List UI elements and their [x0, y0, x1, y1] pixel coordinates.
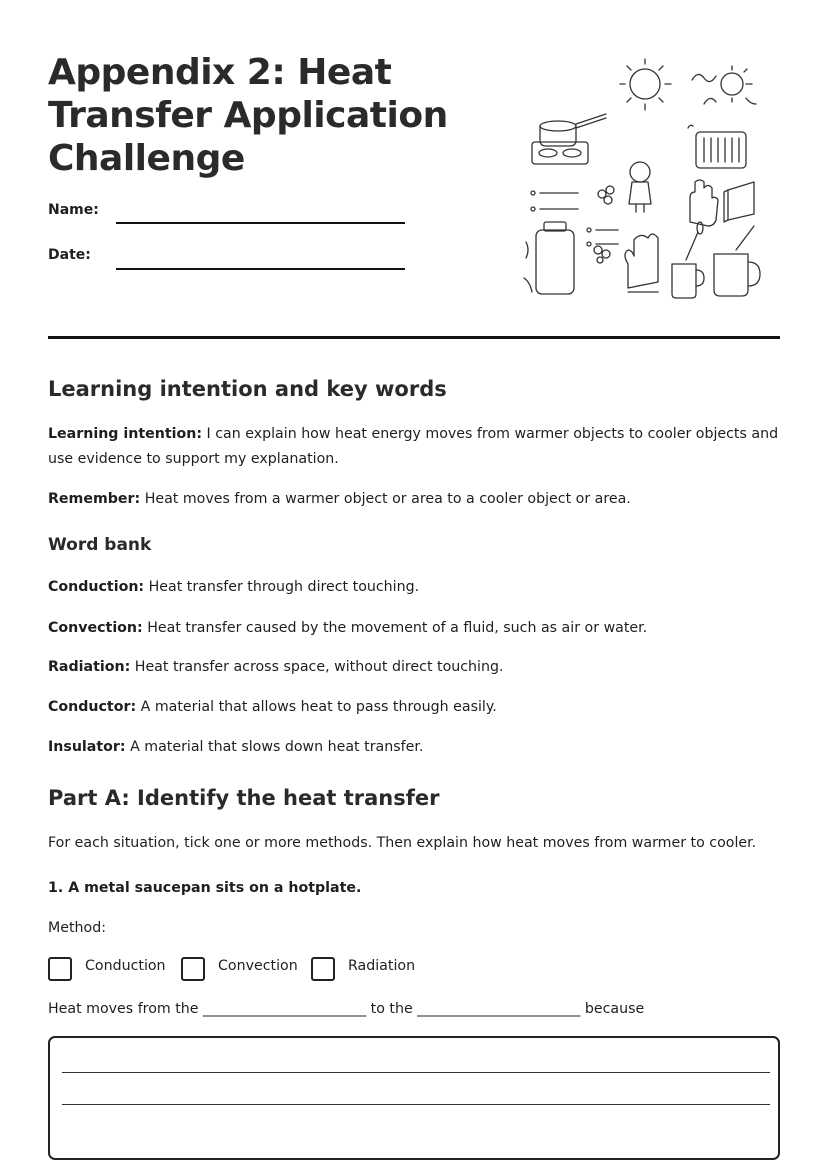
word-bank-definition: Heat transfer through direct touching. — [144, 579, 420, 595]
oven-mitt-icon — [625, 234, 658, 292]
word-bank-item — [48, 735, 788, 760]
part-a-heading: Part A: Identify the heat transfer — [48, 786, 440, 810]
answer-line — [62, 1104, 770, 1105]
book-icon — [724, 182, 754, 222]
date-field[interactable] — [116, 268, 405, 270]
word-bank-item — [48, 655, 788, 680]
remember-label: Remember: — [48, 491, 141, 507]
child-icon — [629, 162, 651, 212]
answer-box[interactable] — [48, 1036, 780, 1160]
cup-icon — [714, 226, 760, 296]
learning-intention-label: Learning intention: — [48, 426, 203, 442]
flower-icon — [594, 186, 614, 263]
word-bank-definition: Heat transfer across space, without direct touching. — [130, 659, 504, 675]
radiation-option-label: Radiation — [348, 958, 416, 974]
learning-heading: Learning intention and key words — [48, 377, 447, 401]
word-bank-heading: Word bank — [48, 535, 152, 555]
word-bank-term: Convection: — [48, 620, 143, 636]
radiation-checkbox[interactable] — [311, 957, 335, 981]
sun-icon — [620, 59, 671, 110]
answer-line — [62, 1072, 770, 1073]
remember-text: Heat moves from a warmer object or area to a cooler object or area. — [140, 491, 631, 507]
thermos-icon — [524, 222, 574, 294]
word-bank-definition: A material that allows heat to pass through easily. — [136, 699, 497, 715]
remember-note — [48, 487, 788, 512]
heat-transfer-illustration — [514, 54, 774, 300]
word-bank-definition: A material that slows down heat transfer. — [125, 739, 424, 755]
name-label: Name: — [48, 202, 99, 218]
learning-intention-text: I can explain how heat energy moves from warmer objects to cooler objects and use evidence to support my explanation. — [48, 426, 779, 467]
mug-with-spoon-icon — [672, 222, 704, 298]
name-field[interactable] — [116, 222, 405, 224]
radiator-icon — [688, 125, 746, 168]
word-bank-item — [48, 695, 788, 720]
convection-option-label: Convection — [218, 958, 298, 974]
word-bank-item — [48, 575, 788, 600]
page-title: Appendix 2: Heat Transfer Application Challenge — [48, 52, 448, 179]
word-bank-definition: Heat transfer caused by the movement of a fluid, such as air or water. — [142, 620, 648, 636]
word-bank-term: Radiation: — [48, 659, 131, 675]
learning-intention — [48, 422, 788, 472]
word-bank-item — [48, 616, 788, 641]
method-label: Method: — [48, 920, 106, 936]
convection-checkbox[interactable] — [181, 957, 205, 981]
word-bank-term: Conduction: — [48, 579, 145, 595]
part-a-instructions: For each situation, tick one or more methods. Then explain how heat moves from warmer to cooler. — [48, 835, 757, 851]
conduction-checkbox[interactable] — [48, 957, 72, 981]
question-1: 1. A metal saucepan sits on a hotplate. — [48, 880, 362, 896]
word-bank-term: Insulator: — [48, 739, 126, 755]
date-label: Date: — [48, 247, 91, 263]
explanation-sentence: Heat moves from the _______________________ to the _______________________ because — [48, 1001, 645, 1017]
glove-icon — [690, 180, 718, 226]
saucepan-hotplate-icon — [532, 114, 606, 164]
section-divider — [48, 336, 780, 339]
conduction-option-label: Conduction — [85, 958, 166, 974]
word-bank-term: Conductor: — [48, 699, 137, 715]
sun-with-waves-icon — [692, 66, 756, 104]
